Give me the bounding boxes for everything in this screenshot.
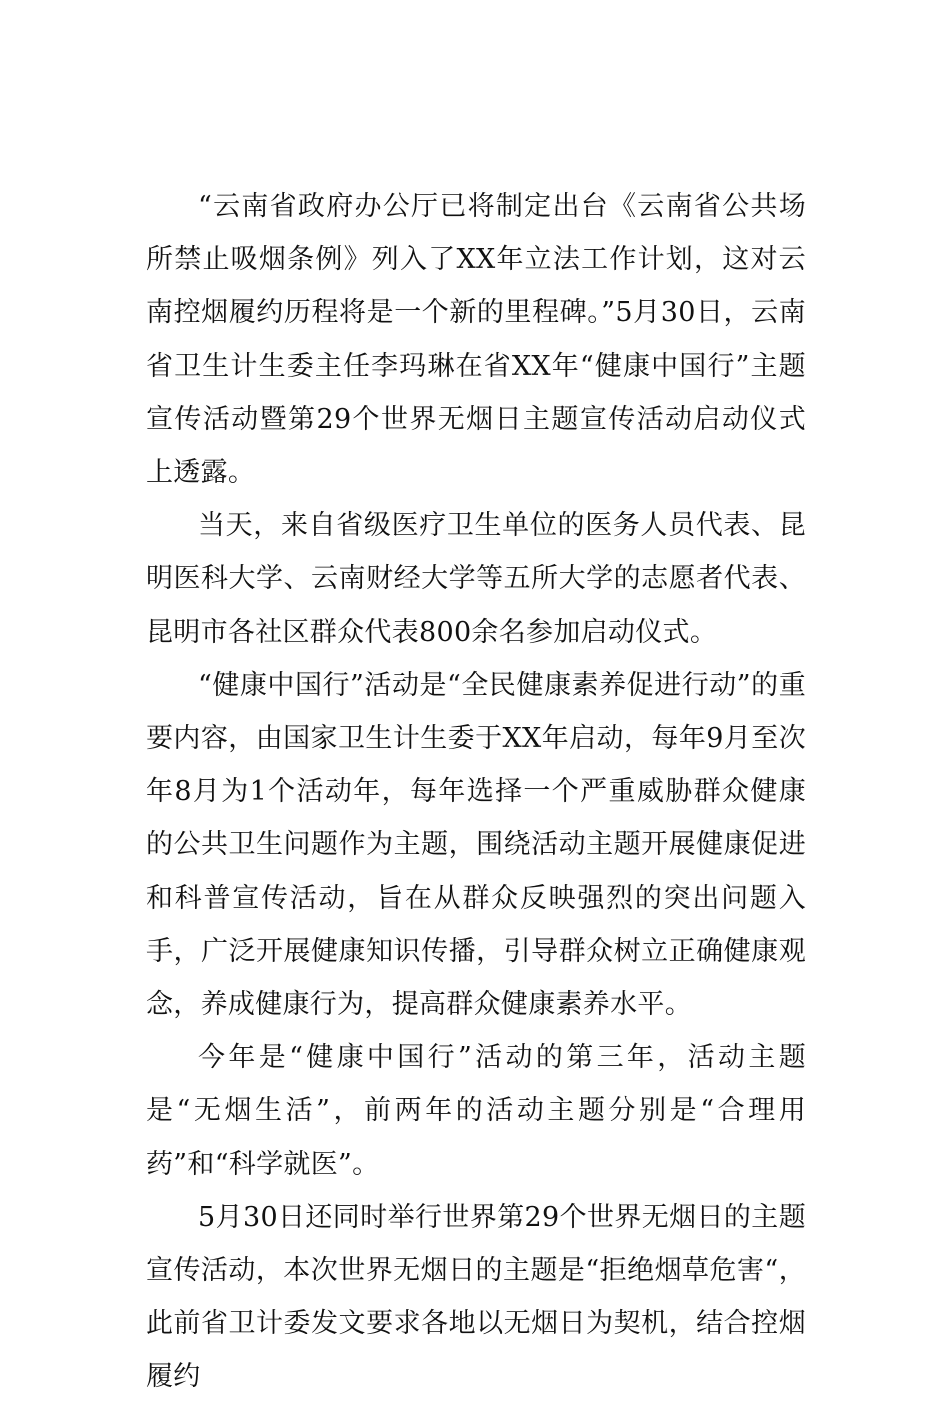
paragraph-1: “云南省政府办公厅已将制定出台《云南省公共场所禁止吸烟条例》列入了XX年立法工作计划，这对云南控烟履约历程将是一个新的里程碑。”5月30日，云南省卫生计生委主任李玛琳在省XX年“健康中国行”主题宣传活动暨第29个世界无烟日主题宣传活动启动仪式上透露。 [146,191,806,489]
paragraph-2: 当天，来自省级医疗卫生单位的医务人员代表、昆明医科大学、云南财经大学等五所大学的志愿者代表、昆明市各社区群众代表800余名参加启动仪式。 [146,510,806,648]
paragraph-3: “健康中国行”活动是“全民健康素养促进行动”的重要内容，由国家卫生计生委于XX年启动，每年9月至次年8月为1个活动年，每年选择一个严重威胁群众健康的公共卫生问题作为主题，围绕活动主题开展健康促进和科普宣传活动，旨在从群众反映强烈的突出问题入手，广泛开展健康知识传播，引导群众树立正确健康观念，养成健康行为，提高群众健康素养水平。 [146,669,806,1021]
document-body [146,180,806,1404]
paragraph-4: 今年是“健康中国行”活动的第三年，活动主题是“无烟生活”，前两年的活动主题分别是“合理用药”和“科学就医”。 [146,1042,806,1180]
paragraph-5: 5月30日还同时举行世界第29个世界无烟日的主题宣传活动，本次世界无烟日的主题是“拒绝烟草危害“，此前省卫计委发文要求各地以无烟日为契机，结合控烟履约 [146,1201,806,1393]
